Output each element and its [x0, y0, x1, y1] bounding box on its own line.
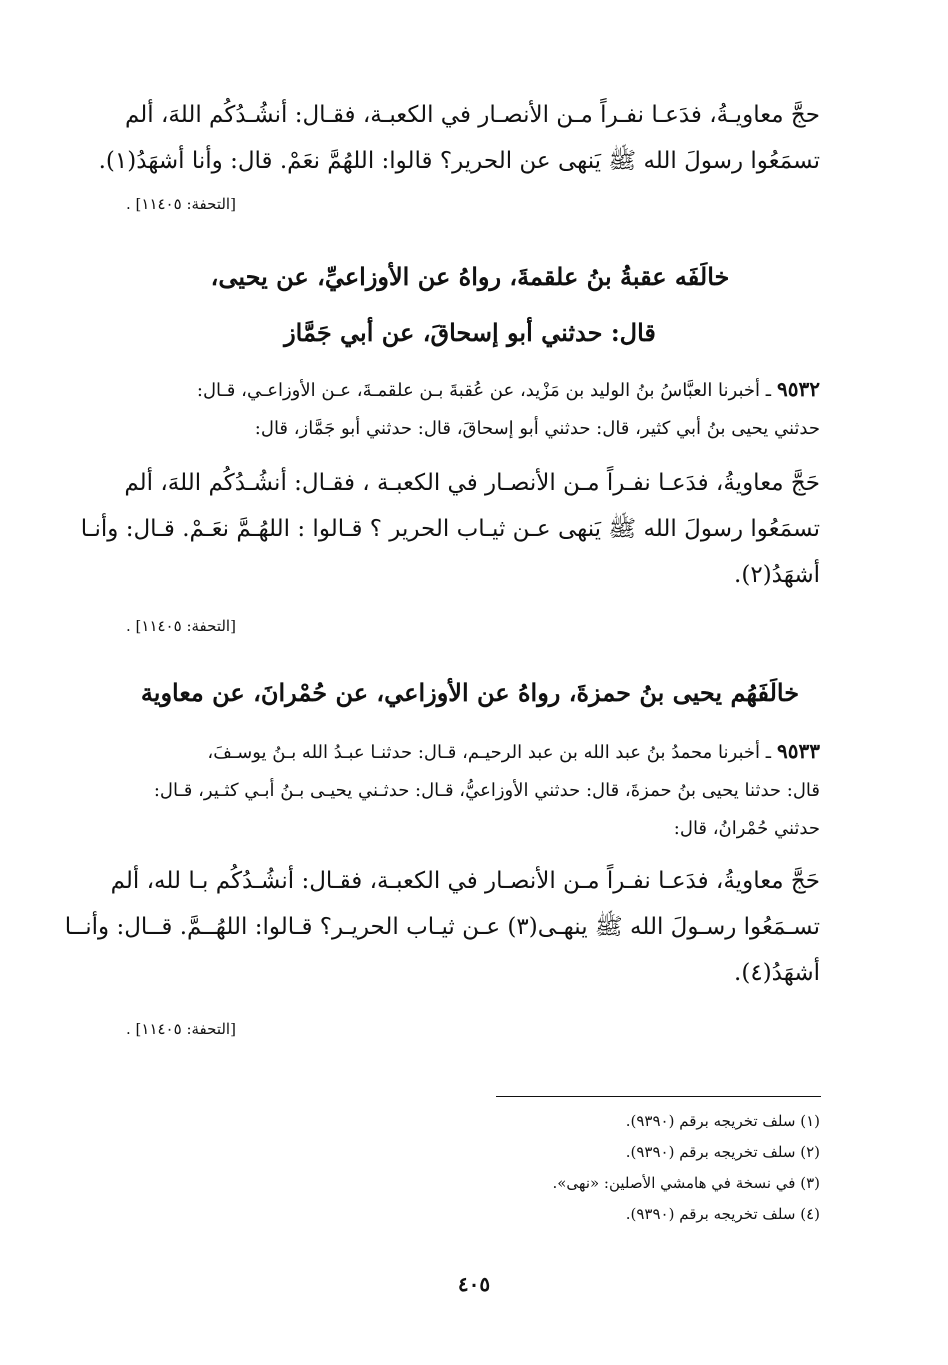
section1-text [98, 92, 820, 184]
footnote-separator [496, 1096, 821, 1097]
text-line: تسـمَعُوا رسـولَ الله ﷺ ينهـى(٣) عـن ثيـاب الحريـر؟ قـالوا: اللهُــمَّ. قــال: وأنــا [64, 914, 820, 940]
hadith-matn [64, 858, 820, 996]
text-line: ٩٥٣٣ـ أخبرنا محمدُ بنُ عبد الله بن عبد الرحيـم، قـال: حدثنـا عبـدُ الله بـنُ يوسـفَ، [207, 739, 820, 763]
text-line: حدثني حُمْرانُ، قال: [673, 818, 820, 839]
text-line: أشهَدُ(٢). [734, 562, 820, 588]
text-line: حجَّ معاويـةُ، فدَعـا نفـراً مـن الأنصـار في الكعبـة، فقـال: أنشُـدُكُم اللهَ، ألم [124, 102, 820, 128]
hadith-isnad [120, 732, 820, 848]
hadith-matn [80, 460, 820, 598]
tuhfa-reference: [التحفة: ١١٤٠٥] . [126, 617, 236, 635]
text-line: تسمَعُوا رسولَ الله ﷺ يَنهى عن الحرير؟ قالوا: اللهُمَّ نعَمْ. قال: وأنا أشهَدُ(١). [98, 148, 820, 174]
section-heading: قال: حدثني أبو إسحاقَ، عن أبي جَمَّاز [284, 318, 656, 347]
hadith-number: ٩٥٣٣ [777, 739, 820, 763]
tuhfa-reference: [التحفة: ١١٤٠٥] . [126, 195, 236, 213]
section-heading: خالَفَهُم يحيى بنُ حمزةَ، رواهُ عن الأوزاعي، عن حُمْرانَ، عن معاوية [140, 678, 800, 707]
text-line: أشهَدُ(٤). [734, 960, 820, 986]
footnotes [360, 1106, 820, 1230]
text-line: قال: حدثنا يحيى بنُ حمزةَ، قال: حدثني الأوزاعيُّ، قـال: حدثـني يحيـى بـنُ أبـي كثـير، قـال: [153, 780, 820, 801]
footnote: (٣) في نسخة في هامشي الأصلين: «نهى». [552, 1174, 820, 1192]
text-line: حَجَّ معاويةُ، فدَعـا نفـراً مـن الأنصـار في الكعبـة ، فقـال: أنشُـدُكُم اللهَ، ألم [124, 470, 820, 496]
text-line: ٩٥٣٢ـ أخبرنا العبَّاسُ بنُ الوليد بن مَزْيد، عن عُقبةَ بـن علقمـةَ، عـن الأوزاعـي، قـال: [196, 377, 820, 401]
footnote: (١) سلف تخريجه برقم (٩٣٩٠). [625, 1112, 820, 1130]
hadith-isnad [120, 370, 820, 448]
footnote: (٢) سلف تخريجه برقم (٩٣٩٠). [625, 1143, 820, 1161]
section-heading: خالَفَه عقبةُ بنُ علقمةَ، رواهُ عن الأوزاعيِّ، عن يحيى، [210, 262, 730, 291]
page-number: ٤٠٥ [457, 1272, 491, 1296]
text-line: حدثني يحيى بنُ أبي كثير، قال: حدثني أبو إسحاقَ، قال: حدثني أبو جَمَّاز، قال: [254, 418, 820, 439]
tuhfa-reference: [التحفة: ١١٤٠٥] . [126, 1020, 236, 1038]
text-line: حَجَّ معاويةُ، فدَعـا نفـراً مـن الأنصـار في الكعبـة، فقـال: أنشُـدُكُم بـا لله، ألم [110, 868, 820, 894]
footnote: (٤) سلف تخريجه برقم (٩٣٩٠). [625, 1205, 820, 1223]
text-line: تسمَعُوا رسولَ الله ﷺ يَنهى عـن ثيـاب الحرير ؟ قـالوا : اللهُـمَّ نعَـمْ. قـال: وأنـا [80, 516, 820, 542]
hadith-number: ٩٥٣٢ [777, 377, 820, 401]
